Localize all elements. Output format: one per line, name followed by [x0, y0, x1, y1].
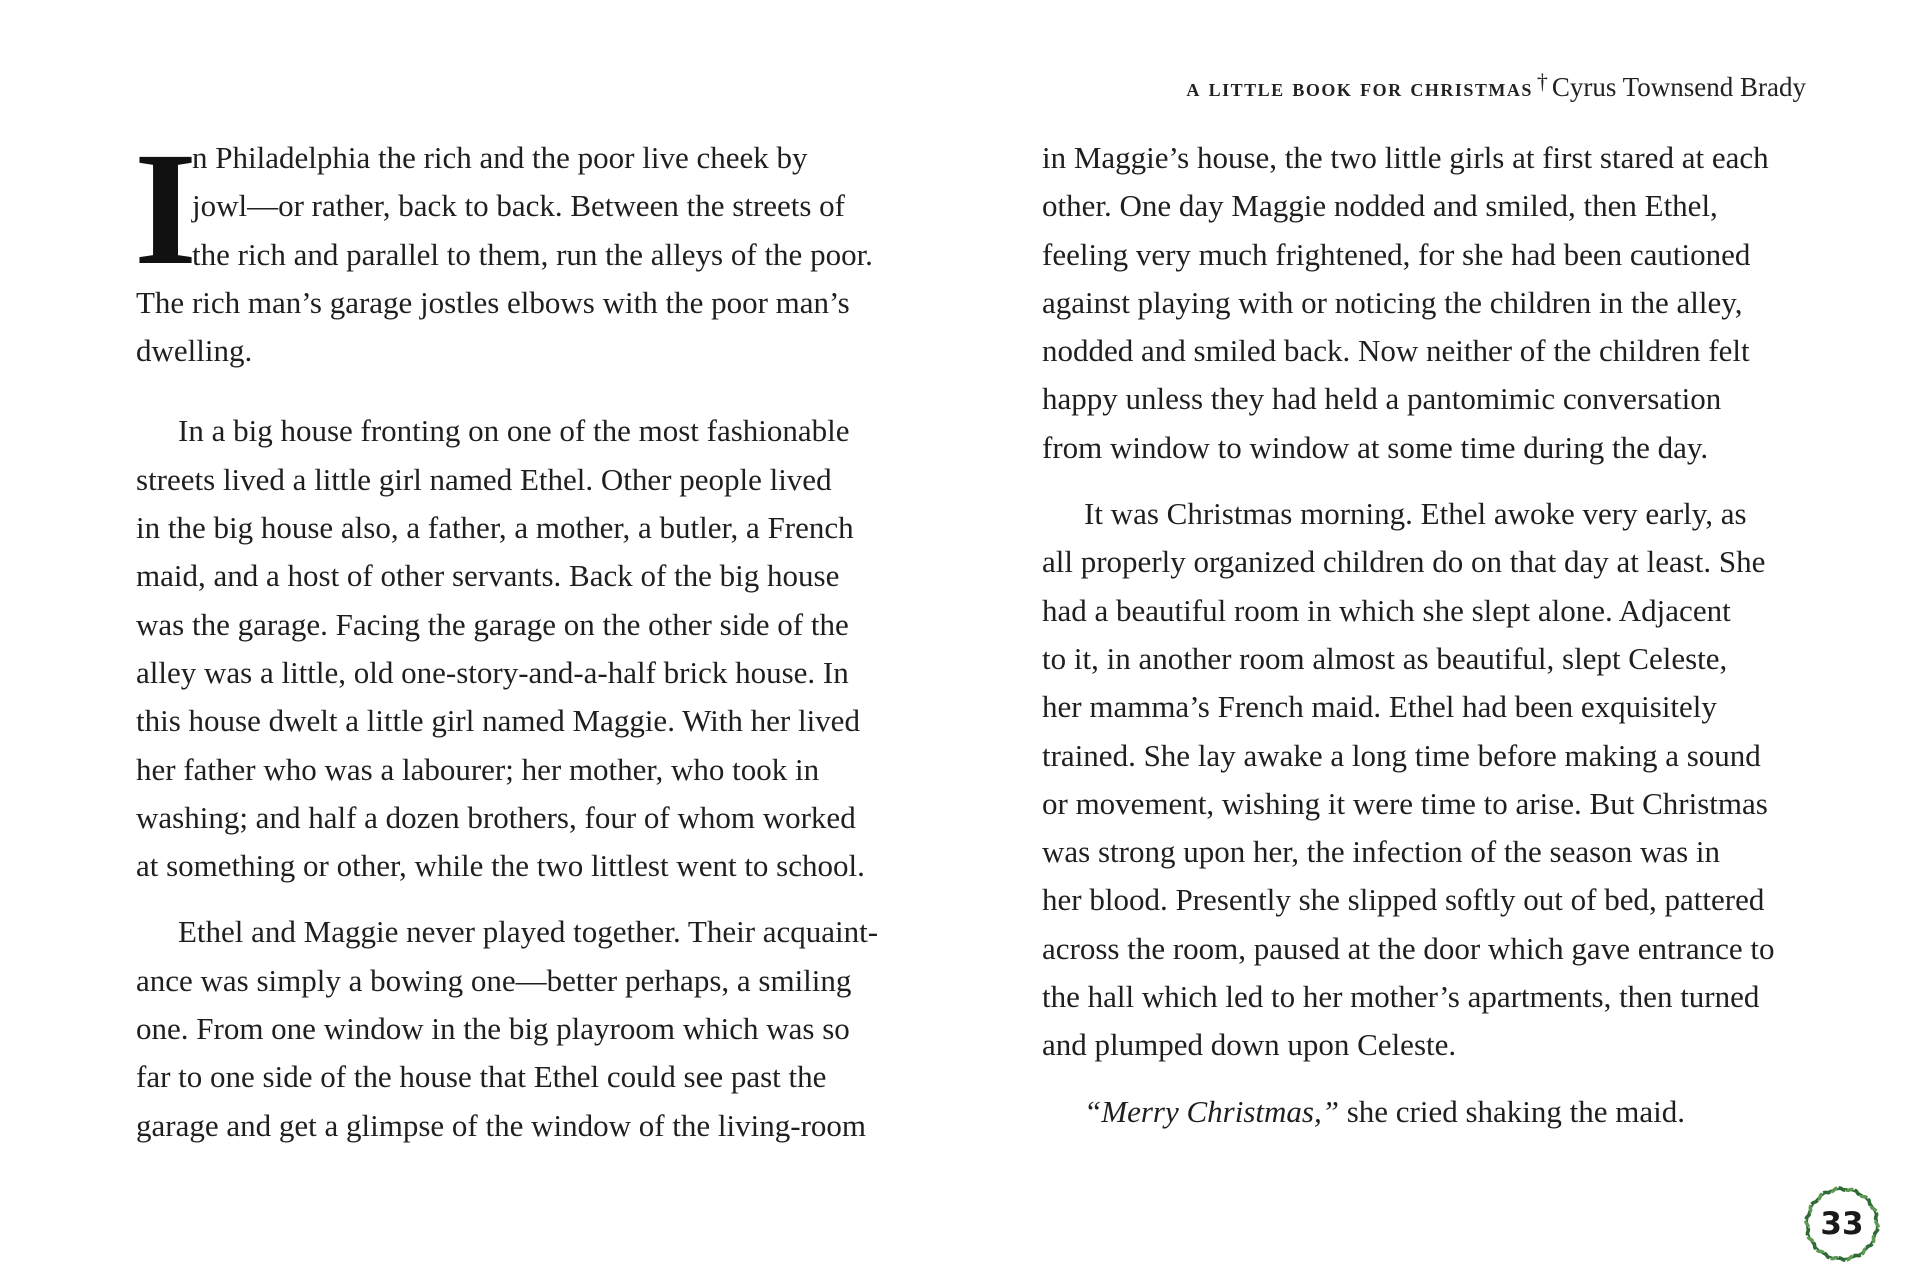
text-line: was strong upon her, the infection of the season was in — [1042, 834, 1721, 870]
text-line: to it, in another room almost as beautiful, slept Celeste, — [1042, 640, 1728, 676]
text-line: The rich man’s garage jostles elbows with the poor man’s — [136, 284, 850, 320]
text-line: at something or other, while the two littlest went to school. — [136, 848, 865, 884]
text-line: n Philadelphia the rich and the poor live cheek by — [192, 140, 808, 175]
text-line: ance was simply a bowing one—better perhaps, a smiling — [136, 962, 852, 998]
text-line: her father who was a labourer; her mother, who took in — [136, 751, 820, 787]
text-line: this house dwelt a little girl named Maggie. With her lived — [136, 703, 860, 739]
text-line: Ethel and Maggie never played together. Their acquaint- — [178, 914, 879, 950]
text-line: nodded and smiled back. Now neither of the children felt — [1042, 333, 1750, 369]
text-line: against playing with or noticing the children in the alley, — [1042, 284, 1743, 320]
text-line: maid, and a host of other servants. Back of the big house — [136, 558, 840, 594]
text-line: In a big house fronting on one of the most fashionable — [178, 413, 850, 449]
paragraph-christmas-morning — [1042, 490, 1822, 1070]
paragraph-acquaintance — [136, 908, 926, 1149]
right-column — [1042, 134, 1822, 1136]
text-line: other. One day Maggie nodded and smiled, then Ethel, — [1042, 188, 1718, 224]
text-line: It was Christmas morning. Ethel awoke very early, as — [1084, 496, 1747, 532]
text-line: one. From one window in the big playroom which was so — [136, 1011, 850, 1047]
text-line: washing; and half a dozen brothers, four of whom worked — [136, 799, 856, 835]
page-number: 33 — [1820, 1206, 1864, 1242]
text-line: her mamma’s French maid. Ethel had been exquisitely — [1042, 689, 1717, 725]
author-name: Cyrus Townsend Brady — [1551, 72, 1806, 102]
text-line: dwelling. — [136, 333, 253, 369]
text-line: all properly organized children do on that day at least. She — [1042, 544, 1766, 580]
page-number-badge — [1800, 1182, 1884, 1266]
text-line: jowl—or rather, back to back. Between the streets of — [192, 188, 845, 224]
paragraph-ethel-house — [136, 407, 926, 890]
text-line: was the garage. Facing the garage on the other side of the — [136, 606, 849, 642]
text-line: from window to window at some time during the day. — [1042, 429, 1709, 465]
text-line: the rich and parallel to them, run the alleys of the poor. — [192, 236, 873, 272]
dagger-separator: † — [1536, 69, 1548, 94]
dialogue-quote: “Merry Christmas,” — [1084, 1093, 1339, 1129]
dialogue-rest: she cried shaking the maid. — [1338, 1093, 1686, 1129]
text-line: across the room, paused at the door which gave entrance to — [1042, 930, 1775, 966]
text-line: streets lived a little girl named Ethel. Other people lived — [136, 461, 832, 497]
text-line: and plumped down upon Celeste. — [1042, 1027, 1457, 1063]
text-line: in Maggie’s house, the two little girls at first stared at each — [1042, 140, 1769, 175]
text-line: alley was a little, old one-story-and-a-half brick house. In — [136, 654, 849, 690]
text-line: trained. She lay awake a long time before making a sound — [1042, 737, 1761, 773]
text-line: or movement, wishing it were time to arise. But Christmas — [1042, 785, 1768, 821]
text-line: far to one side of the house that Ethel could see past the — [136, 1059, 827, 1095]
text-line — [1042, 1088, 1822, 1136]
text-line: her blood. Presently she slipped softly out of bed, pattered — [1042, 882, 1765, 918]
text-line: happy unless they had held a pantomimic conversation — [1042, 381, 1722, 417]
text-line: in the big house also, a father, a mother, a butler, a French — [136, 510, 854, 546]
paragraph-merry-christmas — [1042, 1088, 1822, 1136]
text-line: had a beautiful room in which she slept alone. Adjacent — [1042, 592, 1731, 628]
text-line: garage and get a glimpse of the window of the living-room — [136, 1107, 867, 1143]
book-title: a little book for christmas — [1186, 75, 1533, 102]
left-column — [134, 120, 926, 1150]
text-line: feeling very much frightened, for she had been cautioned — [1042, 236, 1751, 272]
running-head — [1186, 62, 1806, 109]
drop-cap: I — [134, 120, 198, 299]
paragraph-opening — [134, 120, 926, 375]
paragraph-continuation — [1042, 134, 1822, 472]
text-line: the hall which led to her mother’s apartments, then turned — [1042, 979, 1760, 1015]
